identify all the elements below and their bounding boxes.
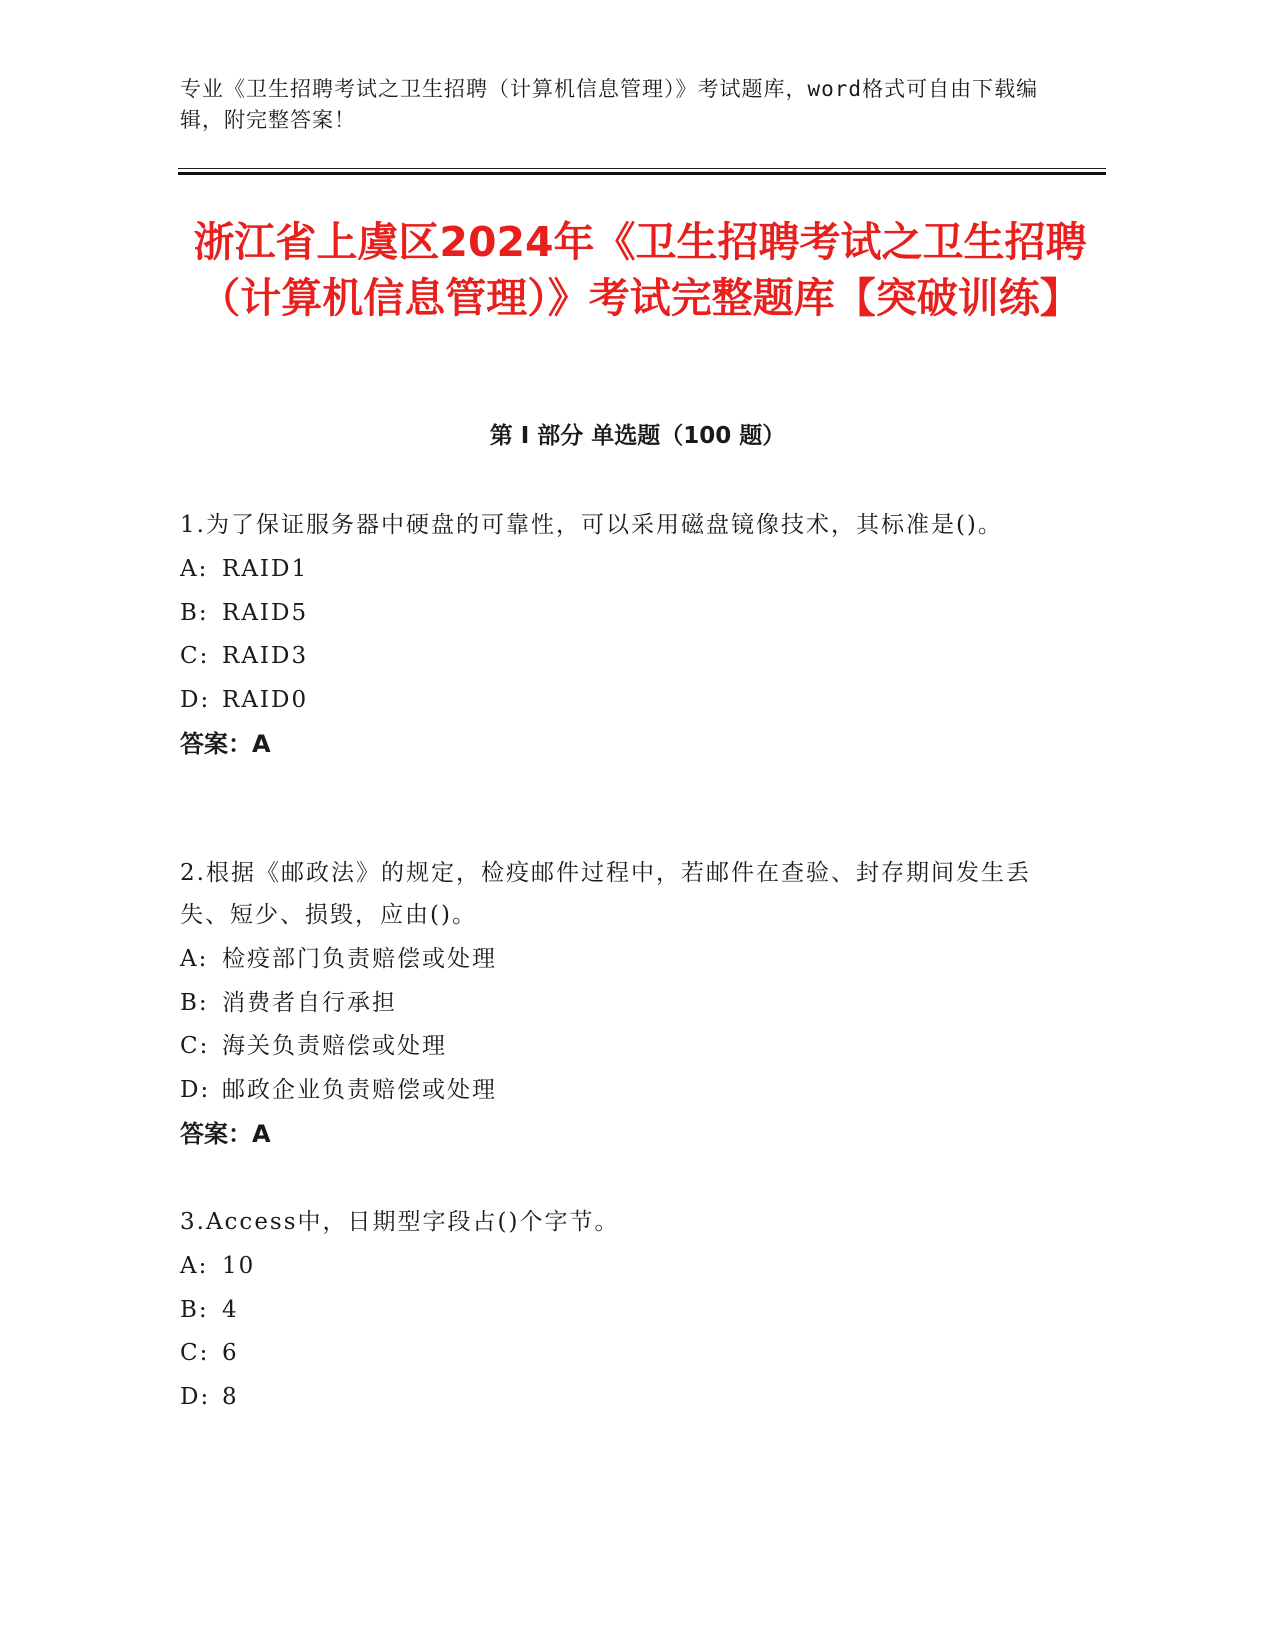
document-title: 浙江省上虞区2024年《卫生招聘考试之卫生招聘（计算机信息管理）》考试完整题库【突破训练】 bbox=[193, 218, 1087, 322]
question-3 bbox=[180, 1201, 1060, 1419]
option-text: 8 bbox=[222, 1383, 239, 1410]
option-text: 6 bbox=[222, 1340, 239, 1366]
option-letter: A: bbox=[180, 1253, 209, 1279]
section-heading: 第 I 部分 单选题（100 题） bbox=[489, 423, 786, 449]
option-text: 4 bbox=[222, 1296, 239, 1323]
question-2 bbox=[180, 852, 1060, 1156]
option-text: RAID5 bbox=[222, 599, 309, 626]
header-divider-thick bbox=[178, 172, 1106, 175]
option-text: 海关负责赔偿或处理 bbox=[222, 1033, 447, 1059]
option-d bbox=[180, 1376, 1060, 1420]
option-a bbox=[180, 1245, 1060, 1289]
question-stem: 2.根据《邮政法》的规定，检疫邮件过程中，若邮件在查验、封存期间发生丢失、短少、损毁，应由()。 bbox=[180, 860, 1031, 928]
option-text: RAID0 bbox=[222, 686, 309, 713]
option-text: RAID3 bbox=[222, 643, 309, 669]
option-text: 10 bbox=[222, 1253, 256, 1279]
option-c bbox=[180, 1332, 1060, 1376]
option-text: 检疫部门负责赔偿或处理 bbox=[222, 946, 497, 972]
option-letter: D: bbox=[180, 1383, 211, 1410]
option-letter: D: bbox=[180, 686, 211, 713]
question-stem: 3.Access中，日期型字段占()个字节。 bbox=[180, 1209, 620, 1235]
option-letter: C: bbox=[180, 643, 210, 669]
option-b bbox=[180, 592, 1060, 636]
header-note: 专业《卫生招聘考试之卫生招聘（计算机信息管理）》考试题库，word格式可自由下载编辑，附完整答案！ bbox=[180, 77, 1039, 132]
option-a bbox=[180, 548, 1060, 592]
header-divider-thin bbox=[178, 168, 1106, 169]
option-c bbox=[180, 635, 1060, 679]
option-text: 消费者自行承担 bbox=[222, 989, 397, 1016]
option-letter: A: bbox=[180, 946, 209, 972]
option-letter: B: bbox=[180, 1296, 209, 1323]
option-text: RAID1 bbox=[222, 556, 309, 582]
option-letter: B: bbox=[180, 599, 209, 626]
option-letter: C: bbox=[180, 1033, 210, 1059]
option-letter: B: bbox=[180, 989, 209, 1016]
option-d bbox=[180, 1069, 1060, 1113]
question-stem: 1.为了保证服务器中硬盘的可靠性，可以采用磁盘镜像技术，其标准是()。 bbox=[180, 512, 1003, 538]
option-letter: A: bbox=[180, 556, 209, 582]
answer: 答案：A bbox=[180, 1120, 271, 1148]
answer: 答案：A bbox=[180, 730, 271, 758]
option-letter: D: bbox=[180, 1076, 211, 1103]
question-1 bbox=[180, 504, 1060, 766]
option-d bbox=[180, 679, 1060, 723]
option-text: 邮政企业负责赔偿或处理 bbox=[222, 1076, 497, 1103]
option-b bbox=[180, 982, 1060, 1026]
option-b bbox=[180, 1289, 1060, 1333]
option-c bbox=[180, 1025, 1060, 1069]
option-a bbox=[180, 938, 1060, 982]
option-letter: C: bbox=[180, 1340, 210, 1366]
